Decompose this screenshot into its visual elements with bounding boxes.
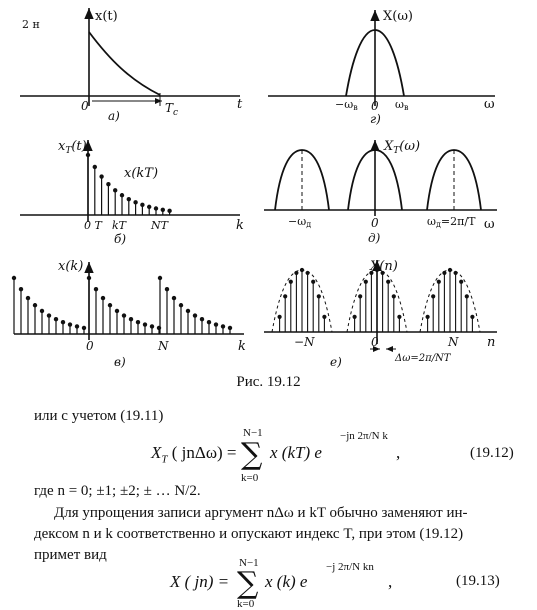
eq2-exponent: −j 2π/N kn <box>326 561 374 573</box>
eq1-lower: k=0 <box>241 472 259 484</box>
panel-b <box>20 139 244 246</box>
delta-label: Δω=2π/NT <box>395 353 451 364</box>
sample-dot <box>108 303 112 307</box>
ylabel: $X_T(\omega)$ <box>384 139 421 156</box>
panel-e <box>264 259 497 369</box>
origin-label: 0 <box>81 99 89 113</box>
t0-label: 0 T <box>84 219 102 232</box>
sample-dot <box>68 322 72 326</box>
sample-dot <box>106 182 110 186</box>
eq2-number: (19.13) <box>456 573 500 589</box>
spectrum-dot <box>442 271 446 275</box>
eq1-sum: ∑ <box>241 437 263 472</box>
spectrum-dot <box>306 271 310 275</box>
sample-dot <box>161 208 165 212</box>
panel-tag: а) <box>108 109 120 123</box>
sample-dot <box>147 205 151 209</box>
spectrum-dot <box>283 294 287 298</box>
spectrum-dot <box>322 315 326 319</box>
sample-dot <box>12 276 16 280</box>
spectrum-dot <box>289 280 293 284</box>
spectrum-dot <box>364 280 368 284</box>
neg-label: −ωв <box>335 98 358 112</box>
spectrum-dot <box>392 294 396 298</box>
spectrum-dot <box>454 271 458 275</box>
sample-dot <box>101 296 105 300</box>
xlabel: ω <box>484 217 495 232</box>
origin-label: 0 <box>371 99 379 113</box>
sample-dot <box>228 326 232 330</box>
spectrum-dot <box>294 271 298 275</box>
sample-dot <box>129 317 133 321</box>
text-where: где n = 0; ±1; ±2; ± … N/2. <box>34 483 201 499</box>
sample-dot <box>150 324 154 328</box>
panel-v <box>12 259 246 369</box>
spectrum-dot <box>317 294 321 298</box>
eq2-body: x (k) e <box>265 572 308 591</box>
spectrum-lobes <box>275 150 481 210</box>
spectrum-dot <box>437 280 441 284</box>
eq1-lhs: $X_T$ ( jnΔω) = <box>151 443 237 466</box>
signal-curve <box>89 32 160 95</box>
spectrum-dot <box>448 268 452 272</box>
tc-label: $T_c$ <box>165 101 179 118</box>
spectrum-dot <box>426 315 430 319</box>
xlabel: k <box>236 218 244 233</box>
panel-g <box>268 9 495 126</box>
sample-dot <box>136 320 140 324</box>
sample-dot <box>133 200 137 204</box>
neg-label: −ωд <box>288 215 312 229</box>
sample-dot <box>87 276 91 280</box>
margin-note: 2 н <box>22 18 40 31</box>
sample-dot <box>82 326 86 330</box>
spectrum-dot <box>431 294 435 298</box>
sample-dot <box>140 203 144 207</box>
sample-dot <box>19 287 23 291</box>
text-para-2: дексом n и k соответственно и опускают индекс T, при этом (19.12) <box>34 526 464 542</box>
panel-tag: г) <box>370 112 381 126</box>
sample-dot <box>200 317 204 321</box>
origin-label: 0 <box>86 339 94 353</box>
eq2-upper: N−1 <box>239 557 259 569</box>
sample-dot <box>186 309 190 313</box>
sample-dot <box>75 324 79 328</box>
ylabel: X(ω) <box>383 9 413 24</box>
sample-dot <box>113 188 117 192</box>
nt-label: NT <box>151 219 168 232</box>
sample-dot <box>214 322 218 326</box>
sample-dot <box>47 313 51 317</box>
sample-dot <box>40 309 44 313</box>
eq1-tail: , <box>396 443 401 462</box>
sample-dot <box>158 276 162 280</box>
sample-dot <box>154 206 158 210</box>
eq2-sum: ∑ <box>237 566 259 601</box>
sample-dot <box>93 165 97 169</box>
origin-label: 0 <box>371 335 379 349</box>
pos-label: N <box>448 335 459 349</box>
spectrum-dot <box>470 315 474 319</box>
sample-dot <box>221 324 225 328</box>
panel-tag: д) <box>368 231 381 245</box>
sample-dot <box>172 296 176 300</box>
sample-dot <box>26 296 30 300</box>
pos-label: ωд=2π/T <box>427 215 476 229</box>
sample-dot <box>99 174 103 178</box>
sample-dot <box>33 303 37 307</box>
panel-a <box>20 8 243 123</box>
sample-dot <box>127 197 131 201</box>
sample-dot <box>120 193 124 197</box>
sample-stems <box>12 276 232 334</box>
sample-dot <box>165 287 169 291</box>
panel-tag: в) <box>114 355 126 369</box>
ylabel: x(k) <box>58 259 84 274</box>
panel-tag: б) <box>114 232 127 246</box>
sample-dot <box>61 320 65 324</box>
spectrum-dot <box>397 315 401 319</box>
eq2-tail: , <box>388 572 393 591</box>
panel-tag: е) <box>330 355 342 369</box>
kt-label: kT <box>112 219 127 232</box>
spectrum-dot <box>353 315 357 319</box>
eq2-lower: k=0 <box>237 598 255 610</box>
spectrum-dot <box>459 280 463 284</box>
sample-dot <box>167 209 171 213</box>
sample-dot <box>143 322 147 326</box>
eq1-number: (19.12) <box>470 445 514 461</box>
eq1-body: x (kT) e <box>270 443 322 462</box>
sample-dot <box>122 313 126 317</box>
panel-d <box>264 139 497 245</box>
xlabel: n <box>487 335 496 350</box>
text-para-1: Для упрощения записи аргумент nΔω и kT обычно заменяют ин- <box>54 505 468 521</box>
spectrum-dot <box>311 280 315 284</box>
sample-dot <box>115 309 119 313</box>
eq2-lhs: X ( jn) = <box>170 572 230 591</box>
xlabel: t <box>237 97 243 112</box>
n-label: N <box>158 339 169 353</box>
pos-label: ωв <box>395 98 409 112</box>
xlabel: ω <box>484 97 495 112</box>
spectrum-dot <box>278 315 282 319</box>
spectrum-dot <box>386 280 390 284</box>
text-para-3: примет вид <box>34 547 107 563</box>
sample-dot <box>193 313 197 317</box>
xlabel: k <box>238 339 246 354</box>
curve-label: x(kT) <box>124 166 159 181</box>
spectrum-dot <box>358 294 362 298</box>
text-line-1: или с учетом (19.11) <box>34 408 164 424</box>
spectrum-samples <box>272 268 480 332</box>
sample-dot <box>207 320 211 324</box>
spectrum-dot <box>465 294 469 298</box>
figure-caption: Рис. 19.12 <box>236 374 301 390</box>
spectrum-dot <box>300 268 304 272</box>
sample-dot <box>54 317 58 321</box>
ylabel: $x_T(t)$ <box>58 139 87 156</box>
origin-label: 0 <box>371 216 379 230</box>
eq1-upper: N−1 <box>243 427 263 439</box>
sample-dot <box>179 303 183 307</box>
ylabel: X(n) <box>370 259 398 274</box>
ylabel: x(t) <box>95 9 118 24</box>
sample-dot <box>94 287 98 291</box>
eq1-exponent: −jn 2π/N k <box>340 430 388 442</box>
neg-label: −N <box>294 335 315 349</box>
sample-stems <box>86 153 172 215</box>
